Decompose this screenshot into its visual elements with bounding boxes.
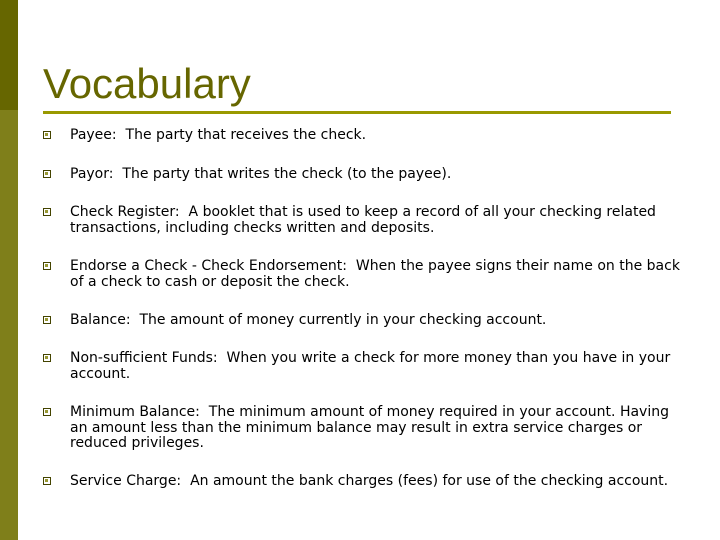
item-definition: The minimum amount of money required in your account. Having an amount less than the minimum balance may result in extra service charges or reduced privileges. — [70, 404, 669, 451]
square-bullet-icon — [43, 170, 51, 178]
square-bullet-icon — [43, 262, 51, 270]
square-bullet-icon — [43, 477, 51, 485]
item-text — [70, 313, 683, 329]
item-text — [70, 405, 683, 452]
square-bullet-icon — [43, 408, 51, 416]
item-definition: When you write a check for more money than you have in your account. — [70, 350, 671, 382]
item-text — [70, 351, 683, 382]
item-definition: The amount of money currently in your checking account. — [139, 312, 547, 328]
item-term: Service Charge: — [70, 473, 182, 489]
item-text — [70, 167, 683, 183]
square-bullet-icon — [43, 131, 51, 139]
item-definition: When the payee signs their name on the back of a check to cash or deposit the check. — [70, 258, 680, 290]
item-term: Endorse a Check - Check Endorsement: — [70, 258, 348, 274]
item-definition: The party that writes the check (to the payee). — [122, 166, 452, 182]
item-text — [70, 474, 683, 490]
item-definition: An amount the bank charges (fees) for use of the checking account. — [190, 473, 669, 489]
item-term: Minimum Balance: — [70, 404, 200, 420]
item-term: Payee: — [70, 127, 117, 143]
item-term: Check Register: — [70, 204, 180, 220]
item-text — [70, 205, 683, 236]
item-term: Non-sufficient Funds: — [70, 350, 218, 366]
item-term: Payor: — [70, 166, 114, 182]
item-text — [70, 128, 683, 144]
item-definition: A booklet that is used to keep a record of all your checking related transactions, including checks written and deposits. — [70, 204, 656, 236]
item-term: Balance: — [70, 312, 131, 328]
square-bullet-icon — [43, 354, 51, 362]
square-bullet-icon — [43, 208, 51, 216]
item-text — [70, 259, 683, 290]
slide-title: Vocabulary — [43, 60, 251, 107]
square-bullet-icon — [43, 316, 51, 324]
item-definition: The party that receives the check. — [125, 127, 367, 143]
